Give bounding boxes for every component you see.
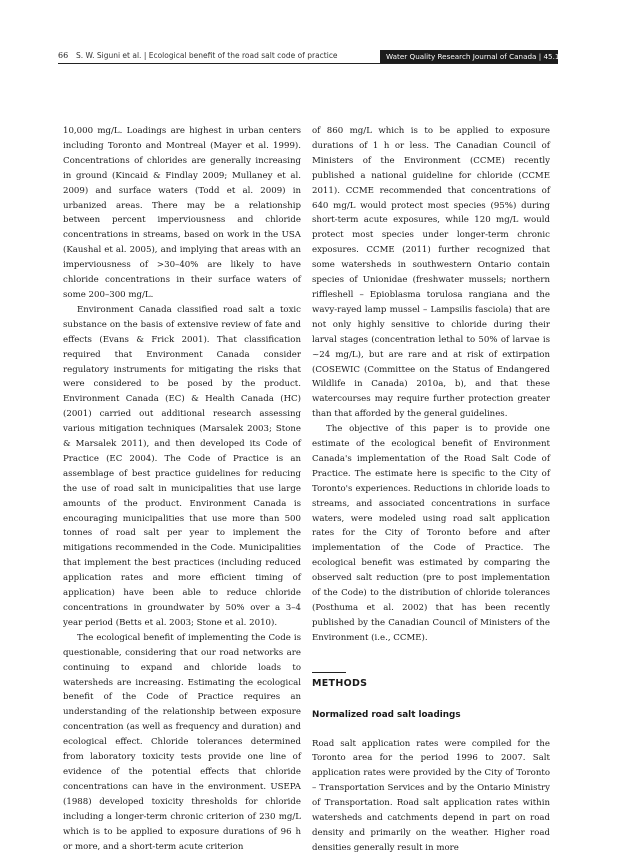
section-title: METHODS: [312, 677, 368, 689]
body-paragraph: Environment Canada classified road salt a toxic substance on the basis of extensive review of fate and effects (Evans & Frick 2001). That classification required that Environment Canada consider regulatory instruments for mitigating the risks that were considered to be posed by the product. Environment Canada (EC) & Health Canada (HC) (2001) carried out additional research assessing various mitigation techniques (Marsalek 2003; Stone & Marsalek 2011), and then developed its Code of Practice (EC 2004). The Code of Practice is an assemblage of best practice guidelines for reducing the use of road salt in municipalities that use large amounts of the product. Environment Canada is encouraging municipalities that use more than 500 tonnes of road salt per year to implement the mitigations recommended in the Code. Municipalities that implement the best practices (including reduced application rates and more efficient timing of application) have been able to reduce chloride concentrations in groundwater by 50% over a 3–4 year period (Betts et al. 2003; Stone et al. 2010).: [63, 304, 301, 628]
right-column: [312, 124, 550, 856]
body-paragraph: Road salt application rates were compiled for the Toronto area for the period 1996 to 2007. Salt application rates were provided by the City of Toronto – Transportation Services and by the Ontario Ministry of Transportation. Road salt application rates within watersheds and catchments depend in part on road density and primarily on the weather. Higher road densities generally result in more: [312, 738, 550, 853]
journal-banner: Water Quality Research Journal of Canada | 45.1 | 2010: [380, 50, 558, 63]
header-rule: [58, 63, 558, 64]
left-column: [63, 124, 301, 854]
subsection-title: Normalized road salt loadings: [312, 709, 461, 720]
body-paragraph: The ecological benefit of implementing the Code is questionable, considering that our road networks are continuing to expand and chloride loads to watersheds are increasing. Estimating the ecological benefit of the Code of Practice requires an understanding of the relationship between exposure concentration (as well as frequency and duration) and ecological effect. Chloride tolerances determined from laboratory toxicity tests provide one line of evidence of the potential effects that chloride concentrations can have in the environment. USEPA (1988) developed toxicity thresholds for chloride including a longer-term chronic criterion of 230 mg/L which is to be applied to exposure durations of 96 h or more, and a short-term acute criterion: [63, 632, 301, 852]
body-paragraph: The objective of this paper is to provide one estimate of the ecological benefit of Environment Canada's implementation of the Road Salt Code of Practice. The estimate here is specific to the City of Toronto's experiences. Reductions in chloride loads to streams, and associated concentrations in surface waters, were modeled using road salt application rates for the City of Toronto before and after implementation of the Code of Practice. The ecological benefit was estimated by comparing the observed salt reduction (pre to post implementation of the Code) to the distribution of chloride tolerances (Posthuma et al. 2002) that has been recently published by the Canadian Council of Ministers of the Environment (i.e., CCME).: [312, 424, 550, 643]
page-number: 66: [58, 51, 69, 60]
running-head: S. W. Siguni et al. | Ecological benefit of the road salt code of practice: [76, 51, 338, 60]
body-paragraph: 10,000 mg/L. Loadings are highest in urban centers including Toronto and Montreal (Mayer et al. 1999). Concentrations of chlorides are generally increasing in ground (Kincaid & Findlay 2009; Mullaney et al. 2009) and surface waters (Todd et al. 2009) in urbanized areas. There may be a relationship between percent imperviousness and chloride concentrations in streams, based on work in the USA (Kaushal et al. 2005), and implying that areas with an imperviousness of >30–40% are likely to have chloride concentrations in their surface waters of some 200–300 mg/L.: [63, 126, 301, 300]
body-paragraph: of 860 mg/L which is to be applied to exposure durations of 1 h or less. The Canadian Council of Ministers of the Environment (CCME) recently published a national guideline for chloride (CCME 2011). CCME recommended that concentrations of 640 mg/L would protect most species (95%) during short-term acute exposures, while 120 mg/L would protect most species under longer-term chronic exposures. CCME (2011) further recognized that some watersheds in southwestern Ontario contain species of Unionidae (freshwater mussels; northern riffleshell – Epioblasma torulosa rangiana and the wavy-rayed lamp mussel – Lampsilis fasciola) that are not only highly sensitive to chloride during their larval stages (concentration lethal to 50% of larvae is ~24 mg/L), but are rare and at risk of extirpation (COSEWIC (Committee on the Status of Endangered Wildlife in Canada) 2010a, b), and that these watercourses may require further protection greater than that afforded by the general guidelines.: [312, 126, 550, 420]
section-rule: [312, 672, 346, 673]
page-header: [58, 50, 585, 64]
